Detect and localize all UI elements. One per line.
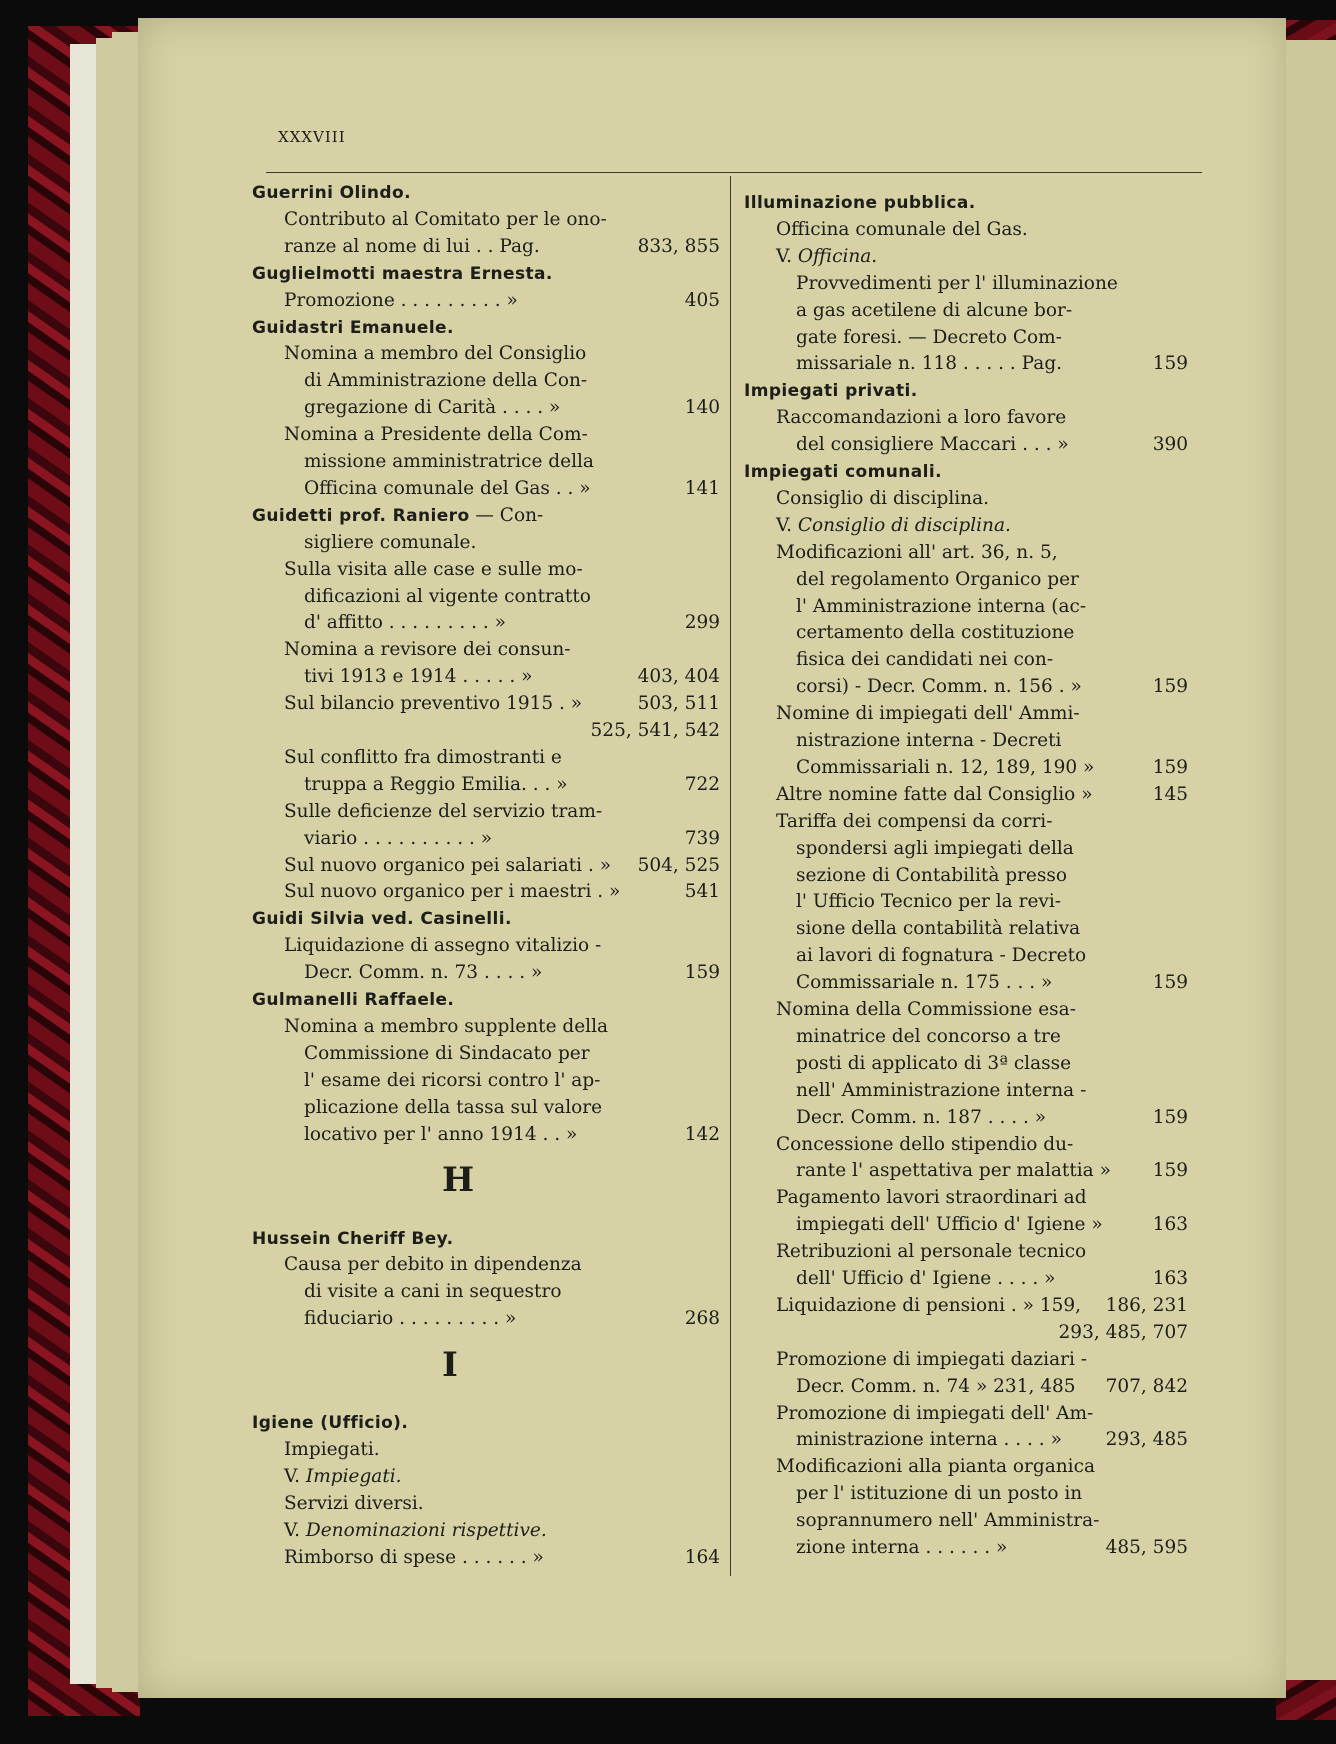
- line-text: Modificazioni all' art. 36, n. 5,: [776, 541, 1058, 563]
- index-line: [796, 300, 1188, 321]
- line-text: Modificazioni alla pianta organica: [776, 1456, 1095, 1478]
- left-column: [252, 182, 720, 1582]
- line-text: del consigliere Maccari . . . »: [796, 434, 1069, 456]
- line-text: nell' Amministrazione interna -: [796, 1079, 1087, 1101]
- line-text: Pagamento lavori straordinari ad: [776, 1187, 1087, 1209]
- line-text: Sulla visita alle case e sulle mo-: [284, 558, 583, 580]
- index-line: [304, 532, 720, 553]
- heading-name: Guglielmotti maestra Ernesta.: [252, 263, 553, 284]
- page-reference: 833, 855: [637, 235, 720, 257]
- line-italic: Denominazioni rispettive.: [305, 1519, 547, 1541]
- index-line: [776, 515, 1188, 536]
- line-text: Impiegati.: [284, 1439, 380, 1461]
- index-line: [776, 219, 1188, 240]
- index-line: [284, 1439, 720, 1460]
- header-rule: [266, 172, 1202, 173]
- line-text: Nomina a Presidente della Com-: [284, 424, 588, 446]
- line-text: Sul nuovo organico per i maestri . »: [284, 881, 621, 903]
- line-text: Decr. Comm. n. 187 . . . . »: [796, 1106, 1047, 1128]
- page-reference: 141: [684, 477, 720, 499]
- line-italic: Impiegati.: [305, 1466, 402, 1488]
- heading-tail: — Con-: [469, 504, 544, 526]
- line-text: l' Ufficio Tecnico per la revi-: [796, 891, 1062, 913]
- index-line: [796, 273, 1188, 294]
- index-line: [304, 451, 720, 472]
- line-text: posti di applicato di 3ª classe: [796, 1052, 1072, 1074]
- line-text: impiegati dell' Ufficio d' Igiene »: [796, 1214, 1103, 1236]
- index-line: [796, 353, 1188, 374]
- index-line: [776, 1403, 1188, 1424]
- page-reference: 485, 595: [1105, 1537, 1188, 1558]
- line-text: plicazione della tassa sul valore: [304, 1096, 603, 1118]
- line-text: Causa per debito in dipendenza: [284, 1254, 582, 1276]
- line-text: d' affitto . . . . . . . . . »: [304, 612, 506, 634]
- line-text: fiduciario . . . . . . . . . »: [304, 1308, 517, 1330]
- index-line: [284, 236, 720, 257]
- right-column: [744, 192, 1188, 1592]
- page-reference: 159: [1152, 676, 1188, 698]
- index-line: [776, 811, 1188, 832]
- index-line: [304, 666, 720, 687]
- line-italic: Consiglio di disciplina.: [797, 514, 1011, 536]
- index-line: [796, 596, 1188, 617]
- line-text: ai lavori di fognatura - Decreto: [796, 945, 1087, 967]
- index-line: [796, 918, 1188, 939]
- index-line: [796, 1268, 1188, 1289]
- index-line: [776, 1187, 1188, 1208]
- line-text: Officina comunale del Gas . . »: [304, 477, 591, 499]
- index-line: [776, 1456, 1188, 1477]
- line-text: l' esame dei ricorsi contro l' ap-: [304, 1069, 601, 1091]
- index-heading: [252, 505, 543, 526]
- page-number: XXXVIII: [278, 128, 346, 146]
- index-line: [796, 327, 1188, 348]
- line-text: Provvedimenti per l' illuminazione: [796, 272, 1118, 294]
- index-line: [284, 1520, 720, 1541]
- index-line: [304, 397, 720, 418]
- index-line: [304, 828, 720, 849]
- index-line: [776, 1349, 1188, 1370]
- index-line: [284, 747, 720, 768]
- line-text: Promozione . . . . . . . . . »: [284, 289, 518, 311]
- index-line: [796, 1483, 1188, 1504]
- line-text: Officina comunale del Gas.: [776, 218, 1028, 240]
- index-line: [284, 1016, 720, 1037]
- next-page-edge: [1282, 40, 1336, 1680]
- index-line: [796, 434, 1188, 455]
- page-reference: 140: [684, 397, 720, 419]
- page-reference: 403, 404: [637, 666, 720, 688]
- index-line: [284, 1493, 720, 1514]
- page-reference: 159: [684, 962, 720, 984]
- line-text: nistrazione interna - Decreti: [796, 730, 1062, 751]
- line-text: V.: [284, 1466, 306, 1488]
- index-line: [304, 962, 720, 983]
- line-text: zione interna . . . . . . »: [796, 1537, 1008, 1558]
- index-line: [796, 1376, 1188, 1397]
- heading-name: Guidetti prof. Raniero: [252, 505, 470, 526]
- line-text: ministrazione interna . . . . »: [796, 1429, 1062, 1451]
- line-text: V.: [776, 245, 798, 267]
- line-text: di visite a cani in sequestro: [304, 1281, 562, 1303]
- line-text: dificazioni al vigente contratto: [304, 585, 591, 607]
- page-reference: 299: [684, 612, 720, 634]
- index-heading: [744, 461, 942, 482]
- index-line: [284, 559, 720, 580]
- page-reference: 707, 842: [1105, 1375, 1188, 1397]
- line-text: missione amministratrice della: [304, 451, 594, 472]
- index-line: [284, 424, 720, 445]
- line-text: soprannumero nell' Amministra-: [796, 1510, 1100, 1532]
- index-heading: [252, 317, 454, 338]
- page-reference: 159: [1152, 756, 1188, 778]
- heading-name: Guidi Silvia ved. Casinelli.: [252, 909, 512, 930]
- heading-name: Illuminazione pubblica.: [744, 193, 976, 213]
- index-line: [304, 1124, 720, 1145]
- index-line: [304, 1043, 720, 1064]
- line-text: Rimborso di spese . . . . . . »: [284, 1546, 544, 1568]
- index-line: [776, 407, 1188, 428]
- line-text: V.: [776, 514, 798, 536]
- line-text: Sul bilancio preventivo 1915 . »: [284, 693, 583, 715]
- index-line: [304, 1070, 720, 1091]
- line-text: Decr. Comm. n. 73 . . . . »: [304, 962, 543, 984]
- page-reference: 164: [684, 1546, 720, 1568]
- line-text: sione della contabilità relativa: [796, 918, 1081, 940]
- section-letter: I: [442, 1345, 458, 1386]
- index-line: [776, 542, 1188, 563]
- index-line: [796, 730, 1188, 751]
- index-line: [796, 945, 1188, 966]
- page-reference: 722: [684, 773, 720, 795]
- index-line: [796, 1160, 1188, 1181]
- line-text: ranze al nome di lui . . Pag.: [284, 235, 540, 257]
- page-reference: 163: [1152, 1268, 1188, 1289]
- section-letter: H: [442, 1160, 475, 1201]
- line-text: minatrice del concorso a tre: [796, 1025, 1061, 1047]
- index-line: [796, 838, 1188, 859]
- page-reference: 293, 485: [1105, 1429, 1188, 1451]
- line-text: locativo per l' anno 1914 . . »: [304, 1123, 578, 1145]
- index-line: [304, 1281, 720, 1302]
- line-text: Concessione dello stipendio du-: [776, 1133, 1074, 1155]
- heading-name: Hussein Cheriff Bey.: [252, 1228, 454, 1249]
- page-reference: 739: [684, 827, 720, 849]
- index-line: [796, 757, 1188, 778]
- line-text: tivi 1913 e 1914 . . . . . »: [304, 666, 533, 688]
- index-line: [284, 639, 720, 660]
- line-text: gregazione di Carità . . . . »: [304, 397, 561, 419]
- index-line: [776, 999, 1188, 1020]
- line-text: viario . . . . . . . . . . »: [304, 827, 493, 849]
- line-text: Nomina a membro del Consiglio: [284, 343, 587, 365]
- index-line: [304, 1097, 720, 1118]
- index-line: [796, 891, 1188, 912]
- index-line: [284, 343, 720, 364]
- line-text: Raccomandazioni a loro favore: [776, 407, 1067, 429]
- heading-name: Gulmanelli Raffaele.: [252, 990, 455, 1010]
- index-line: [284, 801, 720, 822]
- page-reference: 163: [1152, 1214, 1188, 1236]
- index-line: [796, 1510, 1188, 1531]
- index-line: [796, 865, 1188, 886]
- index-line: [284, 855, 720, 876]
- index-line: [284, 1254, 720, 1275]
- heading-name: Guerrini Olindo.: [252, 183, 411, 203]
- page-reference: 541: [684, 881, 720, 903]
- line-text: Nomina a membro supplente della: [284, 1015, 609, 1037]
- index-line: [284, 209, 720, 230]
- page-reference: 159: [1152, 353, 1188, 375]
- index-line: [776, 1295, 1188, 1316]
- line-text: sigliere comunale.: [304, 531, 477, 553]
- line-text: Nomina della Commissione esa-: [776, 999, 1076, 1020]
- line-text: l' Amministrazione interna (ac-: [796, 595, 1087, 617]
- index-heading: [744, 192, 976, 213]
- line-text: spondersi agli impiegati della: [796, 837, 1074, 859]
- index-line: [796, 1026, 1188, 1047]
- index-line: [304, 586, 720, 607]
- page-reference: 142: [684, 1123, 720, 1145]
- index-heading: [252, 989, 454, 1010]
- line-text: Commissione di Sindacato per: [304, 1042, 590, 1064]
- line-text: per l' istituzione di un posto in: [796, 1483, 1083, 1505]
- column-divider: [730, 176, 731, 1576]
- index-line: [796, 1053, 1188, 1074]
- line-text: Commissariali n. 12, 189, 190 »: [796, 756, 1095, 778]
- line-text: Promozione di impiegati dell' Am-: [776, 1402, 1094, 1424]
- index-line: [776, 1134, 1188, 1155]
- index-line: [776, 1241, 1188, 1262]
- line-text: Servizi diversi.: [284, 1493, 424, 1515]
- page-reference: 268: [684, 1308, 720, 1330]
- page-reference: 525, 541, 542: [590, 720, 720, 741]
- index-line: [284, 1547, 720, 1568]
- line-text: Decr. Comm. n. 74 » 231, 485: [796, 1375, 1076, 1397]
- line-text: Commissariale n. 175 . . . »: [796, 972, 1053, 994]
- index-heading: [252, 908, 512, 929]
- index-line: [796, 1537, 1188, 1558]
- line-text: a gas acetilene di alcune bor-: [796, 299, 1073, 321]
- index-heading: [252, 263, 553, 284]
- page-reference: 293, 485, 707: [1058, 1321, 1188, 1343]
- index-line: [796, 1214, 1188, 1235]
- index-line: [796, 622, 1188, 643]
- line-text: gate foresi. — Decreto Com-: [796, 326, 1062, 348]
- page-reference: 186, 231: [1105, 1294, 1188, 1316]
- page-reference: 145: [1152, 783, 1188, 805]
- index-line: [304, 370, 720, 391]
- line-text: rante l' aspettativa per malattia »: [796, 1160, 1111, 1182]
- page-reference: 390: [1152, 434, 1188, 456]
- line-text: missariale n. 118 . . . . . Pag.: [796, 353, 1063, 375]
- index-line: [796, 1429, 1188, 1450]
- index-line: [776, 784, 1188, 805]
- line-text: Contributo al Comitato per le ono-: [284, 208, 607, 230]
- page-reference: 503, 511: [637, 693, 720, 715]
- index-line: [284, 290, 720, 311]
- index-heading: [252, 182, 411, 203]
- index-line: [796, 1107, 1188, 1128]
- index-line: [796, 1080, 1188, 1101]
- page-reference: 159: [1152, 972, 1188, 994]
- line-text: corsi) - Decr. Comm. n. 156 . »: [796, 676, 1082, 698]
- line-text: truppa a Reggio Emilia. . . »: [304, 773, 568, 795]
- index-line: [796, 972, 1188, 993]
- index-line: [304, 1308, 720, 1329]
- line-text: Retribuzioni al personale tecnico: [776, 1241, 1087, 1263]
- page-reference: 159: [1152, 1160, 1188, 1182]
- page-reference: 159: [1152, 1106, 1188, 1128]
- line-text: Liquidazione di assegno vitalizio -: [284, 935, 602, 957]
- line-text: Consiglio di disciplina.: [776, 487, 989, 509]
- line-text: Nomine di impiegati dell' Ammi-: [776, 703, 1080, 725]
- line-text: fisica dei candidati nei con-: [796, 649, 1054, 671]
- index-line: [304, 478, 720, 499]
- heading-name: Igiene (Ufficio).: [252, 1413, 409, 1434]
- index-line: [776, 246, 1188, 267]
- index-line: [796, 649, 1188, 670]
- index-line: [284, 1466, 720, 1487]
- line-text: Tariffa dei compensi da corri-: [776, 810, 1053, 832]
- index-line: [776, 488, 1188, 509]
- index-line: [796, 569, 1188, 590]
- line-text: Altre nomine fatte dal Consiglio »: [776, 783, 1093, 805]
- index-line: [776, 703, 1188, 724]
- index-line: [796, 676, 1188, 697]
- index-heading: [744, 380, 918, 401]
- line-text: sezione di Contabilità presso: [796, 864, 1067, 886]
- index-heading: [252, 1412, 408, 1433]
- line-text: Sul nuovo organico pei salariati . »: [284, 854, 612, 876]
- line-text: dell' Ufficio d' Igiene . . . . »: [796, 1268, 1056, 1289]
- index-line: [304, 612, 720, 633]
- index-line: [284, 693, 720, 714]
- line-text: Promozione di impiegati daziari -: [776, 1348, 1088, 1370]
- line-text: V.: [284, 1519, 306, 1541]
- line-text: Nomina a revisore dei consun-: [284, 639, 571, 661]
- line-text: del regolamento Organico per: [796, 568, 1079, 590]
- page-reference: 405: [684, 289, 720, 311]
- line-text: di Amministrazione della Con-: [304, 370, 588, 392]
- heading-name: Guidastri Emanuele.: [252, 317, 454, 338]
- index-line: [304, 774, 720, 795]
- heading-name: Impiegati privati.: [744, 381, 918, 402]
- index-line: [284, 881, 720, 902]
- line-text: Liquidazione di pensioni . » 159,: [776, 1294, 1082, 1316]
- page-reference: 504, 525: [637, 854, 720, 876]
- line-text: Sul conflitto fra dimostranti e: [284, 746, 562, 768]
- heading-name: Impiegati comunali.: [744, 462, 942, 482]
- index-heading: [252, 1228, 453, 1249]
- line-italic: Officina.: [797, 245, 878, 267]
- index-line: [284, 935, 720, 956]
- line-text: certamento della costituzione: [796, 622, 1075, 644]
- line-text: Sulle deficienze del servizio tram-: [284, 800, 603, 822]
